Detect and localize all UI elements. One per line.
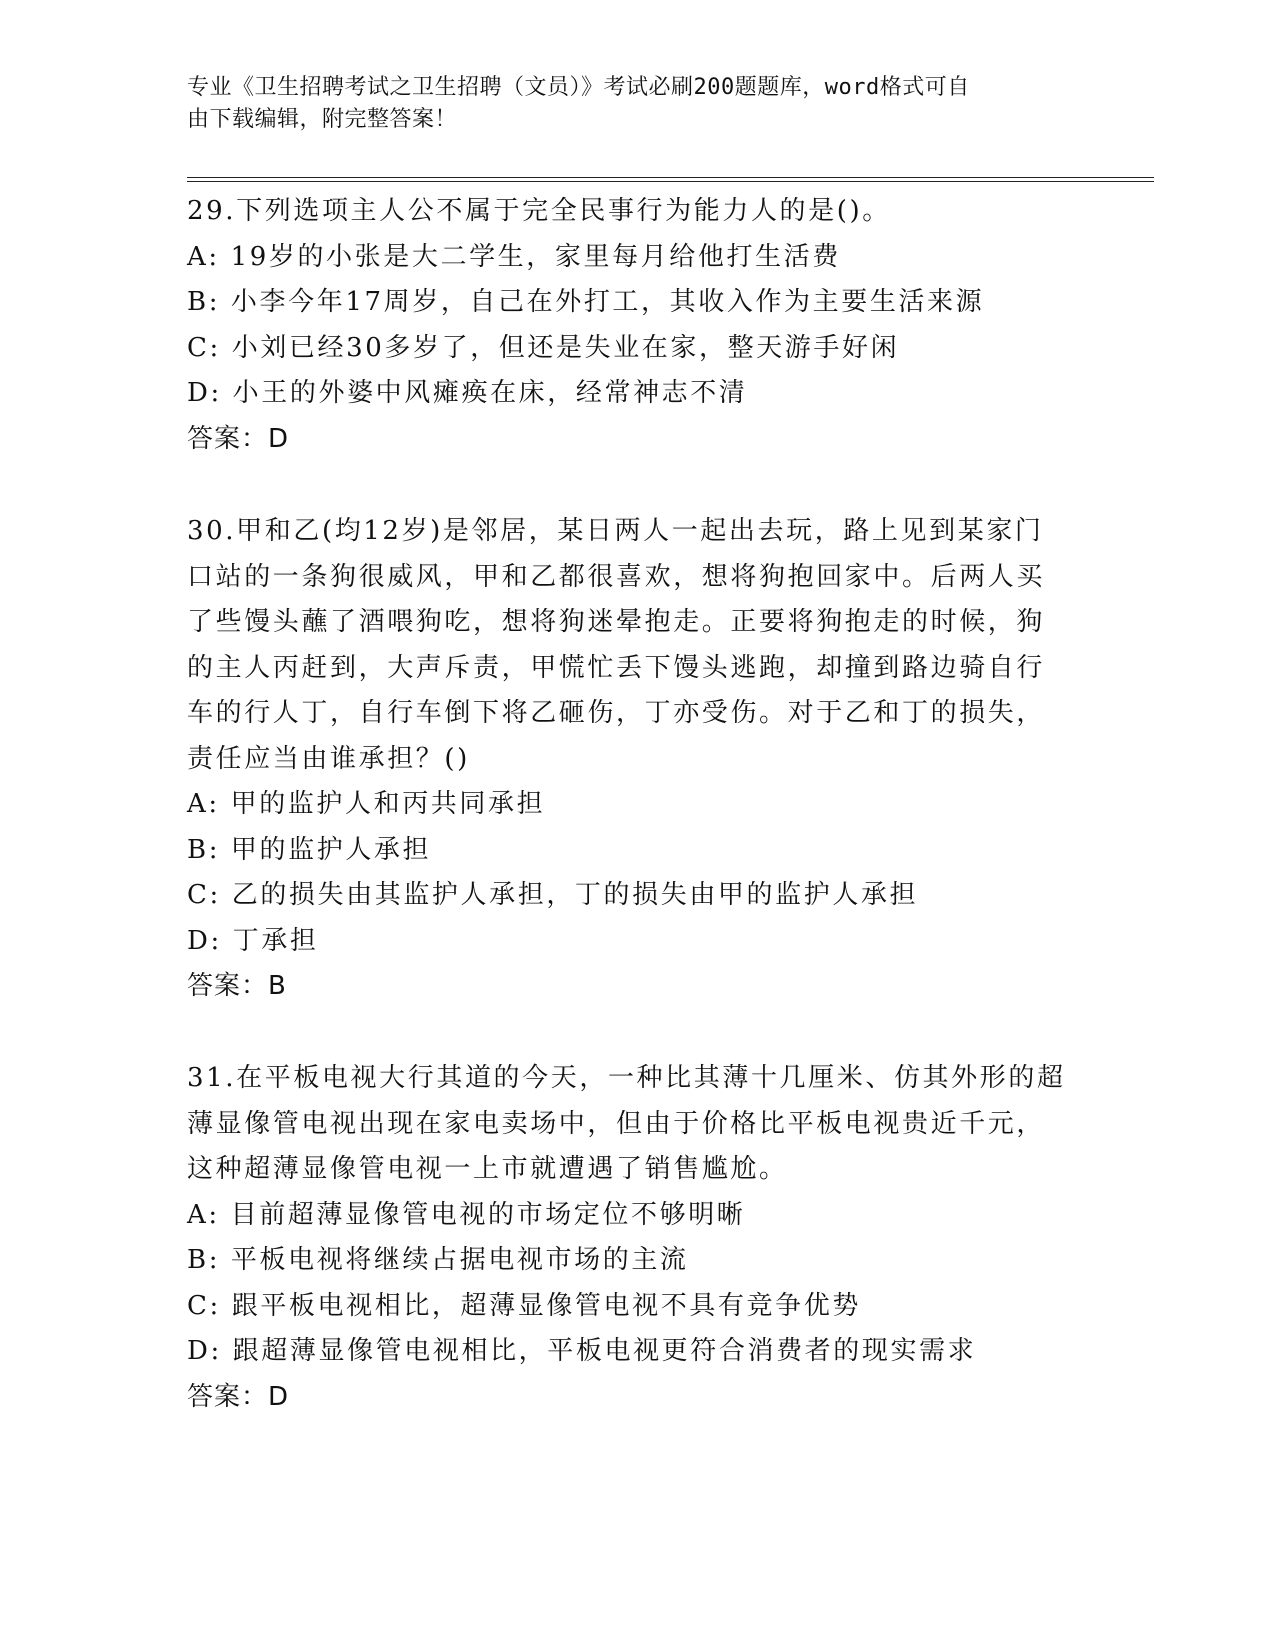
- question-block: [187, 509, 1087, 1010]
- option-b: B: 平板电视将继续占据电视市场的主流: [187, 1245, 689, 1275]
- question-stem: 口站的一条狗很威风，甲和乙都很喜欢，想将狗抱回家中。后两人买: [187, 561, 1046, 592]
- option-c: C: 跟平板电视相比，超薄显像管电视不具有竞争优势: [187, 1290, 861, 1321]
- option-a: A: 甲的监护人和丙共同承担: [187, 789, 546, 819]
- option-b: B: 甲的监护人承担: [187, 834, 432, 865]
- option-d: D: 跟超薄显像管电视相比，平板电视更符合消费者的现实需求: [187, 1336, 977, 1366]
- question-stem: 31.在平板电视大行其道的今天，一种比其薄十几厘米、仿其外形的超: [187, 1063, 1066, 1093]
- question-stem: 车的行人丁，自行车倒下将乙砸伤，丁亦受伤。对于乙和丁的损失，: [187, 698, 1046, 728]
- answer-line: 答案：B: [187, 971, 287, 1001]
- answer-line: 答案：D: [187, 423, 290, 454]
- option-c: C: 小刘已经30多岁了，但还是失业在家，整天游手好闲: [187, 332, 900, 363]
- question-stem: 责任应当由谁承担？(): [187, 743, 470, 774]
- option-b: B: 小李今年17周岁，自己在外打工，其收入作为主要生活来源: [187, 287, 985, 317]
- header-divider: [187, 177, 1154, 178]
- option-a: A: 19岁的小张是大二学生，家里每月给他打生活费: [187, 241, 841, 272]
- option-a: A: 目前超薄显像管电视的市场定位不够明晰: [187, 1199, 746, 1230]
- question-stem: 薄显像管电视出现在家电卖场中，但由于价格比平板电视贵近千元，: [187, 1108, 1046, 1139]
- option-d: D: 小王的外婆中风瘫痪在床，经常神志不清: [187, 378, 748, 408]
- question-stem: 30.甲和乙(均12岁)是邻居，某日两人一起出去玩，路上见到某家门: [187, 516, 1044, 546]
- option-c: C: 乙的损失由其监护人承担，丁的损失由甲的监护人承担: [187, 880, 919, 910]
- answer-line: 答案：D: [187, 1381, 290, 1412]
- option-d: D: 丁承担: [187, 925, 319, 956]
- question-block: [187, 189, 1087, 462]
- header-line: 由下载编辑，附完整答案！: [187, 107, 458, 132]
- question-stem: 了些馒头蘸了酒喂狗吃，想将狗迷晕抱走。正要将狗抱走的时候，狗: [187, 607, 1046, 637]
- question-block: [187, 1056, 1087, 1420]
- question-stem: 的主人丙赶到，大声斥责，甲慌忙丢下馒头逃跑，却撞到路边骑自行: [187, 652, 1046, 683]
- question-stem: 这种超薄显像管电视一上市就遭遇了销售尴尬。: [187, 1154, 788, 1184]
- header-line: 专业《卫生招聘考试之卫生招聘（文员）》考试必刷200题题库，word格式可自: [187, 75, 970, 100]
- header-divider: [187, 181, 1154, 182]
- document-header: [187, 72, 1067, 136]
- question-stem: 29.下列选项主人公不属于完全民事行为能力人的是()。: [187, 196, 891, 226]
